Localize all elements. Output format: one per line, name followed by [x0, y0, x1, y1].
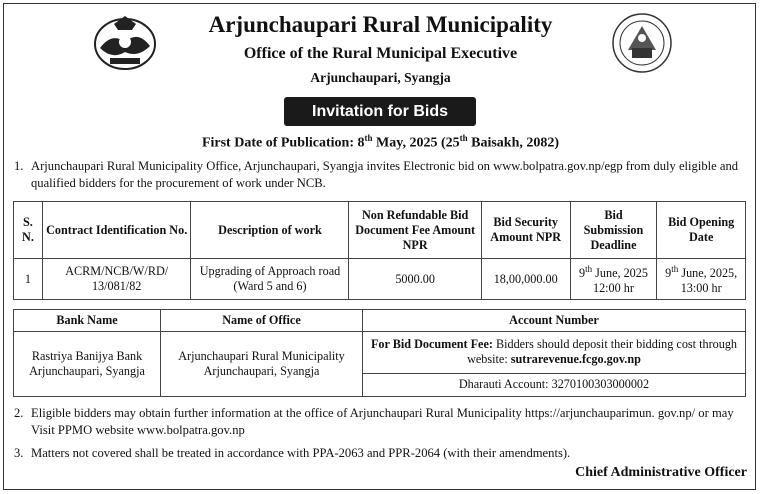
paragraph-2: 2. Eligible bidders may obtain further information at the office of Arjunchaupari Rural Municipality https://arjunchauparimun. gov.np/ or may Visit PPMO website www.bolpatra.gov.np — [14, 406, 734, 437]
invitation-banner: Invitation for Bids — [284, 97, 476, 126]
bid-table — [13, 201, 746, 300]
cell-security: 18,00,000.00 — [481, 259, 570, 300]
bank-table-header — [14, 310, 746, 332]
header-contract-id: Contract Identification No. — [42, 202, 191, 259]
cell-bank-name: Rastriya Banijya Bank Arjunchaupari, Syangja — [14, 332, 161, 397]
header-office: Name of Office — [161, 310, 363, 332]
paragraph-3: 3. Matters not covered shall be treated in accordance with PPA-2063 and PPR-2064 (with their amendments). — [14, 446, 571, 460]
office-subtitle: Office of the Rural Municipal Executive — [243, 45, 518, 62]
publication-date: First Date of Publication: 8th May, 2025 (25th Baisakh, 2082) — [201, 133, 560, 151]
municipality-title: Arjunchaupari Rural Municipality — [208, 12, 553, 37]
header-description: Description of work — [191, 202, 349, 259]
header-fee: Non Refundable Bid Document Fee Amount NPR — [349, 202, 481, 259]
header-account: Account Number — [363, 310, 746, 332]
cell-office-name: Arjunchaupari Rural Municipality Arjunchaupari, Syangja — [161, 332, 363, 397]
cell-contract-id: ACRM/NCB/W/RD/ 13/081/82 — [42, 259, 191, 300]
bank-table — [13, 309, 746, 397]
table-row — [14, 332, 746, 374]
header-deadline: Bid Submission Deadline — [570, 202, 657, 259]
cell-fee-account: For Bid Document Fee: Bidders should deposit their bidding cost through website: sutrarevenue.fcgo.gov.np — [363, 332, 746, 374]
cell-dharauti-account: Dharauti Account: 3270100303000002 — [363, 373, 746, 396]
cell-deadline: 9th June, 2025 12:00 hr — [570, 259, 657, 300]
signature-title: Chief Administrative Officer — [575, 465, 747, 480]
bid-table-header — [14, 202, 746, 259]
paragraph-1: 1. Arjunchaupari Rural Municipality Office, Arjunchaupari, Syangja invites Electronic bid on www.bolpatra.gov.np/egp from duly eligible and qualified bidders for the procurement of work under NCB. — [14, 159, 739, 190]
header-opening: Bid Opening Date — [657, 202, 746, 259]
header-sn: S. N. — [14, 202, 43, 259]
table-row — [14, 259, 746, 300]
header-security: Bid Security Amount NPR — [481, 202, 570, 259]
cell-description: Upgrading of Approach road (Ward 5 and 6) — [191, 259, 349, 300]
cell-fee: 5000.00 — [349, 259, 481, 300]
location-line: Arjunchaupari, Syangja — [310, 70, 451, 85]
header-bank: Bank Name — [14, 310, 161, 332]
cell-opening: 9th June, 2025, 13:00 hr — [657, 259, 746, 300]
cell-sn: 1 — [14, 259, 43, 300]
